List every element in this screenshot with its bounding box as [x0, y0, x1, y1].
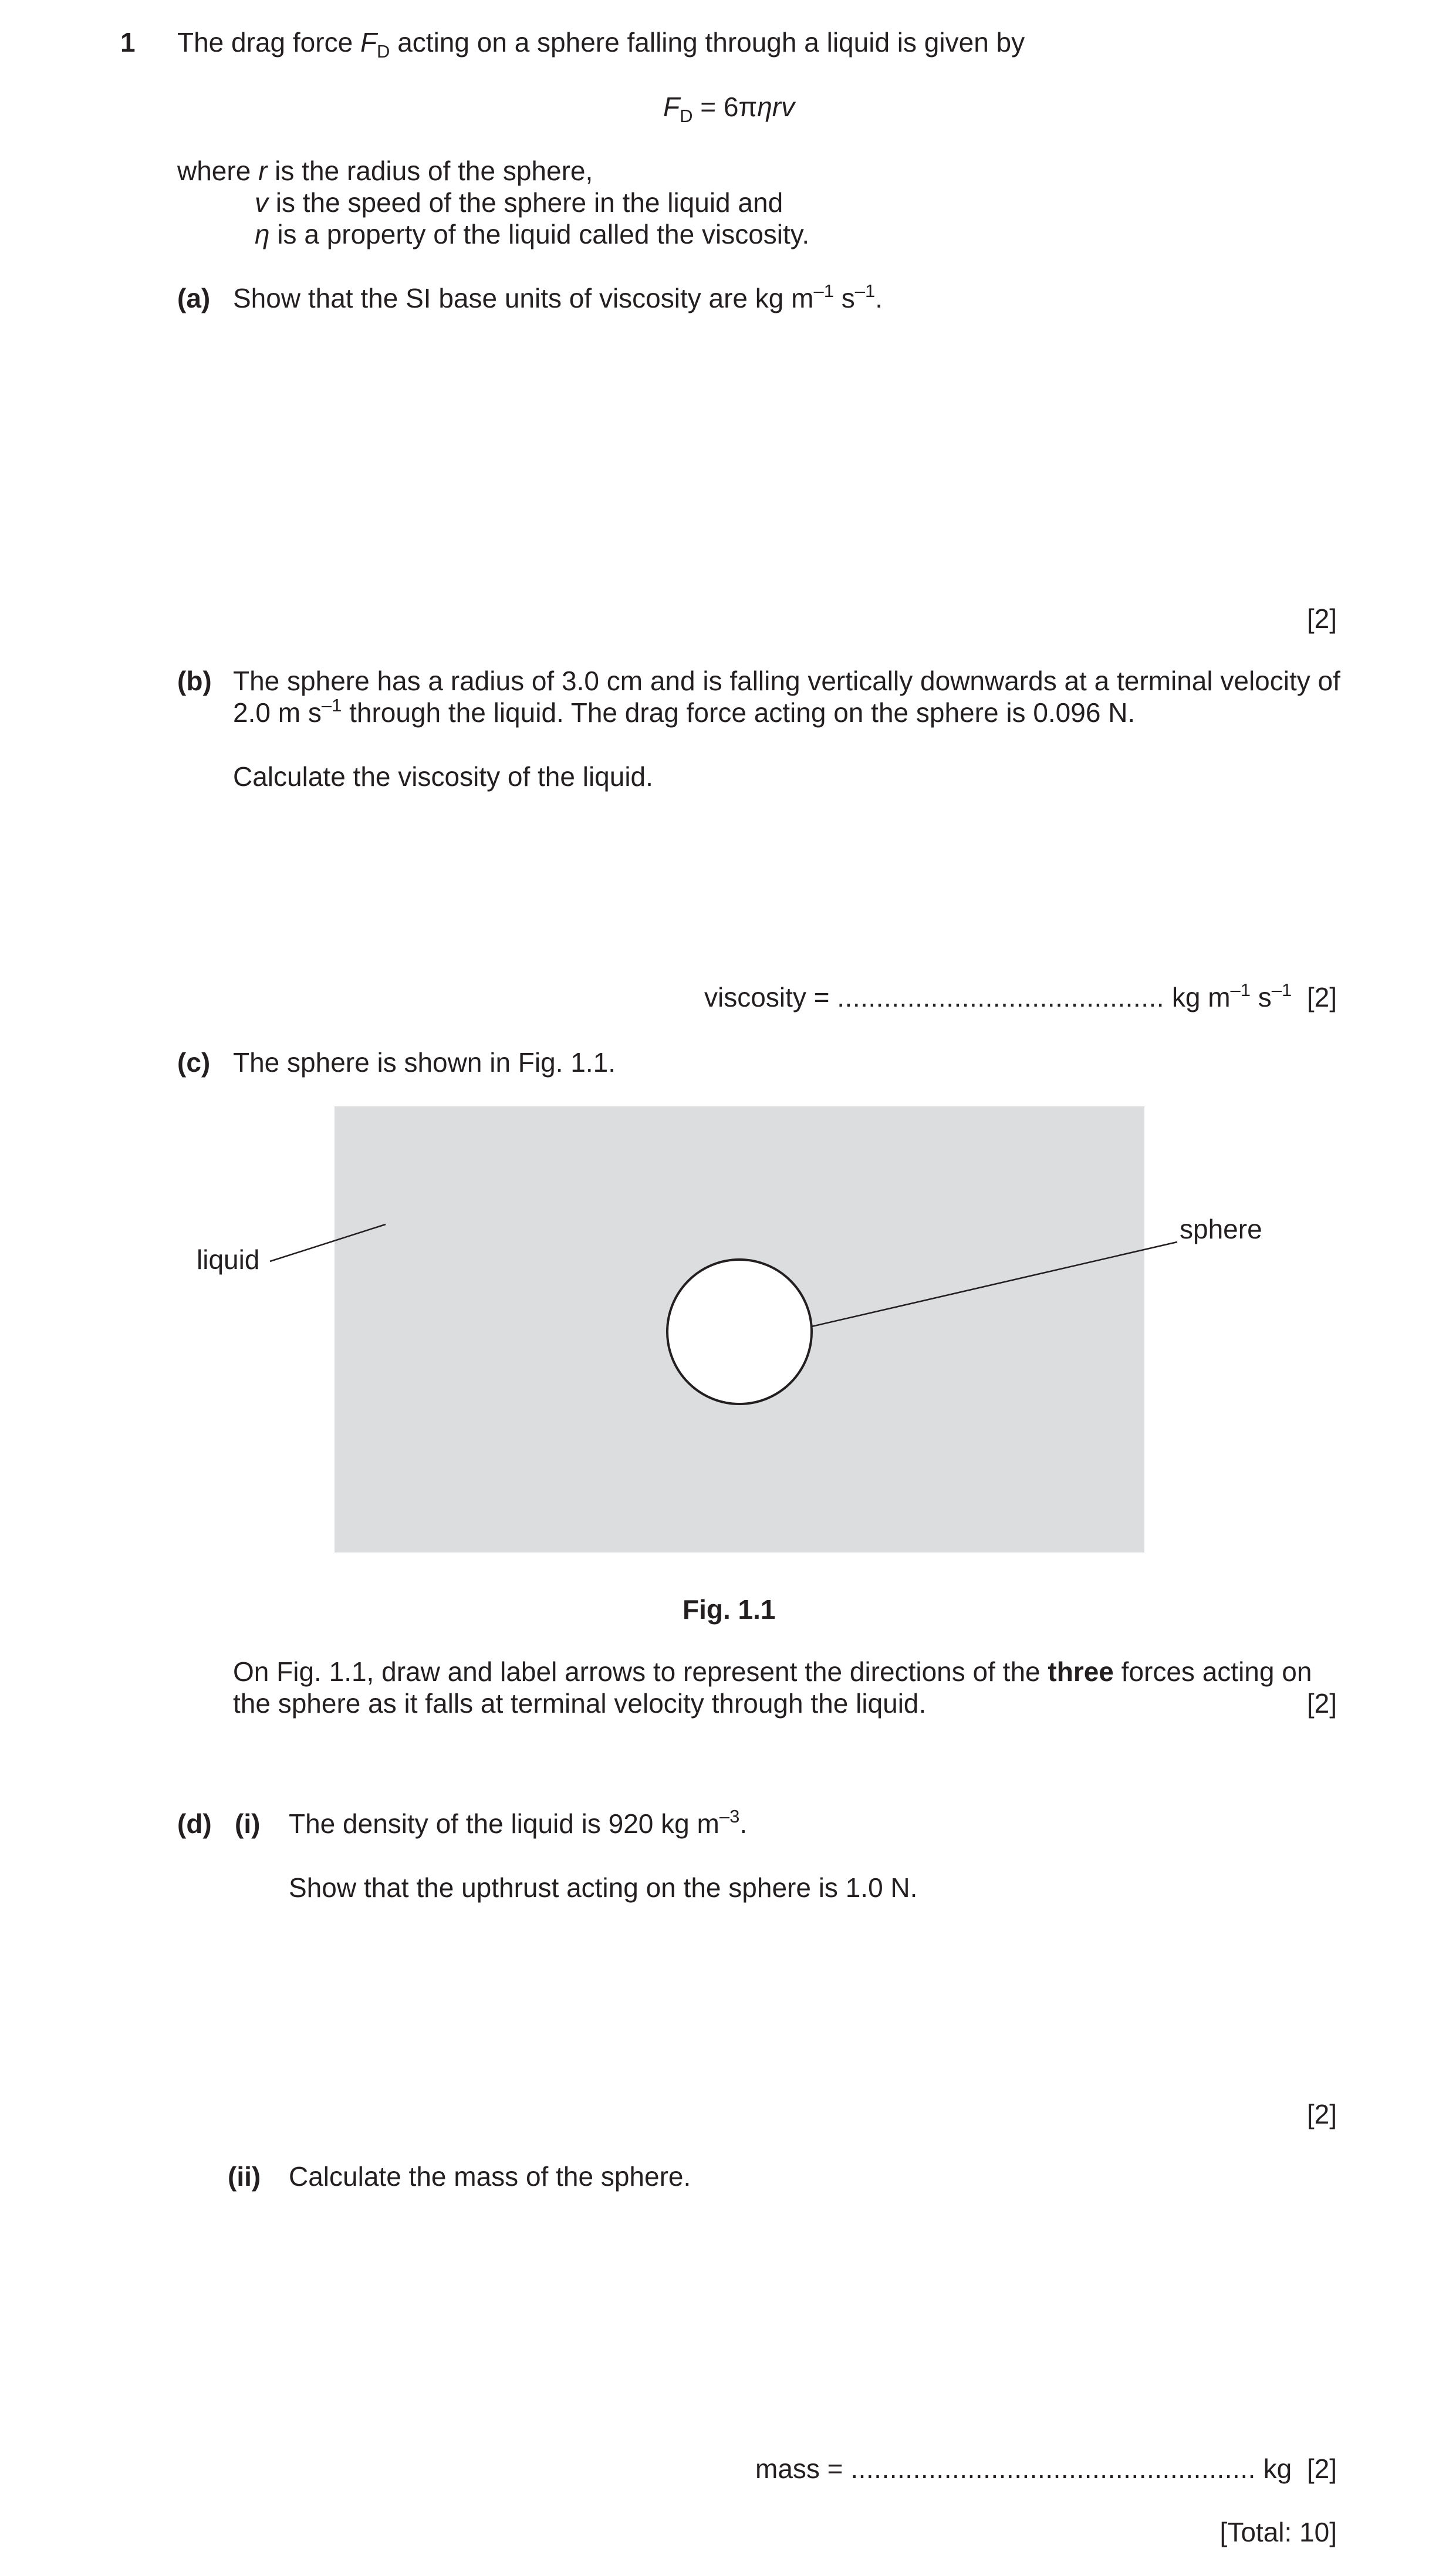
sphere [667, 1260, 812, 1404]
where-line-eta: η is a property of the liquid called the viscosity. [255, 219, 810, 249]
drag-force-equation: $F_D = 6\pi\eta rv$ [663, 92, 795, 126]
part-c-label: (c) [177, 1047, 211, 1078]
part-d-ii-marks: [2] [1306, 2453, 1337, 2484]
part-c-text: The sphere is shown in Fig. 1.1. [233, 1047, 616, 1078]
part-b-label: (b) [177, 666, 212, 696]
part-a-marks: [2] [1306, 603, 1337, 634]
part-a-question: Show that the SI base units of viscosity are kg $m^{-1}$ $s^{-1}$. [233, 281, 883, 313]
question-number: 1 [120, 27, 136, 58]
sphere-label: sphere [1180, 1214, 1262, 1244]
part-c-instruction: On Fig. 1.1, draw and label arrows to represent the directions of the three forces acting on [233, 1656, 1312, 1687]
viscosity-answer-field[interactable]: .......................................... [837, 982, 1165, 1012]
figure-caption: Fig. 1.1 [683, 1594, 776, 1625]
part-d-ii-text: Calculate the mass of the sphere. [289, 2161, 691, 2192]
part-d-i-instruction: Show that the upthrust acting on the sphere is 1.0 N. [289, 1872, 918, 1903]
part-d-ii-label: (ii) [228, 2161, 261, 2192]
part-c-marks: [2] [1306, 1688, 1337, 1719]
part-b-instruction: Calculate the viscosity of the liquid. [233, 761, 653, 792]
part-d-i-label: (i) [235, 1808, 261, 1839]
mass-answer-field[interactable]: .................................................... [850, 2453, 1256, 2484]
part-b-line2: 2.0 m $s^{-1}$ through the liquid. The drag force acting on the sphere is 0.096 N. [233, 695, 1136, 728]
part-c-instruction-line2: the sphere as it falls at terminal velocity through the liquid. [233, 1688, 927, 1719]
question-intro: The drag force $F_D$ acting on a sphere falling through a liquid is given by [177, 27, 1025, 62]
part-b-marks: [2] [1306, 982, 1337, 1012]
viscosity-label: viscosity = [704, 982, 837, 1012]
liquid-label: liquid [197, 1244, 260, 1275]
where-line-v: v is the speed of the sphere in the liquid and [255, 187, 783, 218]
part-b-line1: The sphere has a radius of 3.0 cm and is falling vertically downwards at a terminal velocity of [233, 666, 1340, 696]
total-marks: [Total: 10] [1219, 2517, 1337, 2547]
part-d-i-marks: [2] [1306, 2099, 1337, 2129]
part-a-label: (a) [177, 283, 211, 313]
where-line-r: where r is the radius of the sphere, [177, 156, 593, 186]
viscosity-answer-line[interactable]: viscosity = .......................................... kg $m^{-1}$ $s^{-1}$ [2] [704, 980, 1337, 1012]
part-d-label: (d) [177, 1808, 212, 1839]
mass-answer-line[interactable]: mass = .................................................... kg [2] [755, 2453, 1337, 2484]
part-d-i-text: The density of the liquid is 920 kg $m^{-3}$. [289, 1806, 748, 1839]
figure-1-1 [176, 1092, 1291, 1632]
mass-label: mass = [755, 2453, 851, 2484]
